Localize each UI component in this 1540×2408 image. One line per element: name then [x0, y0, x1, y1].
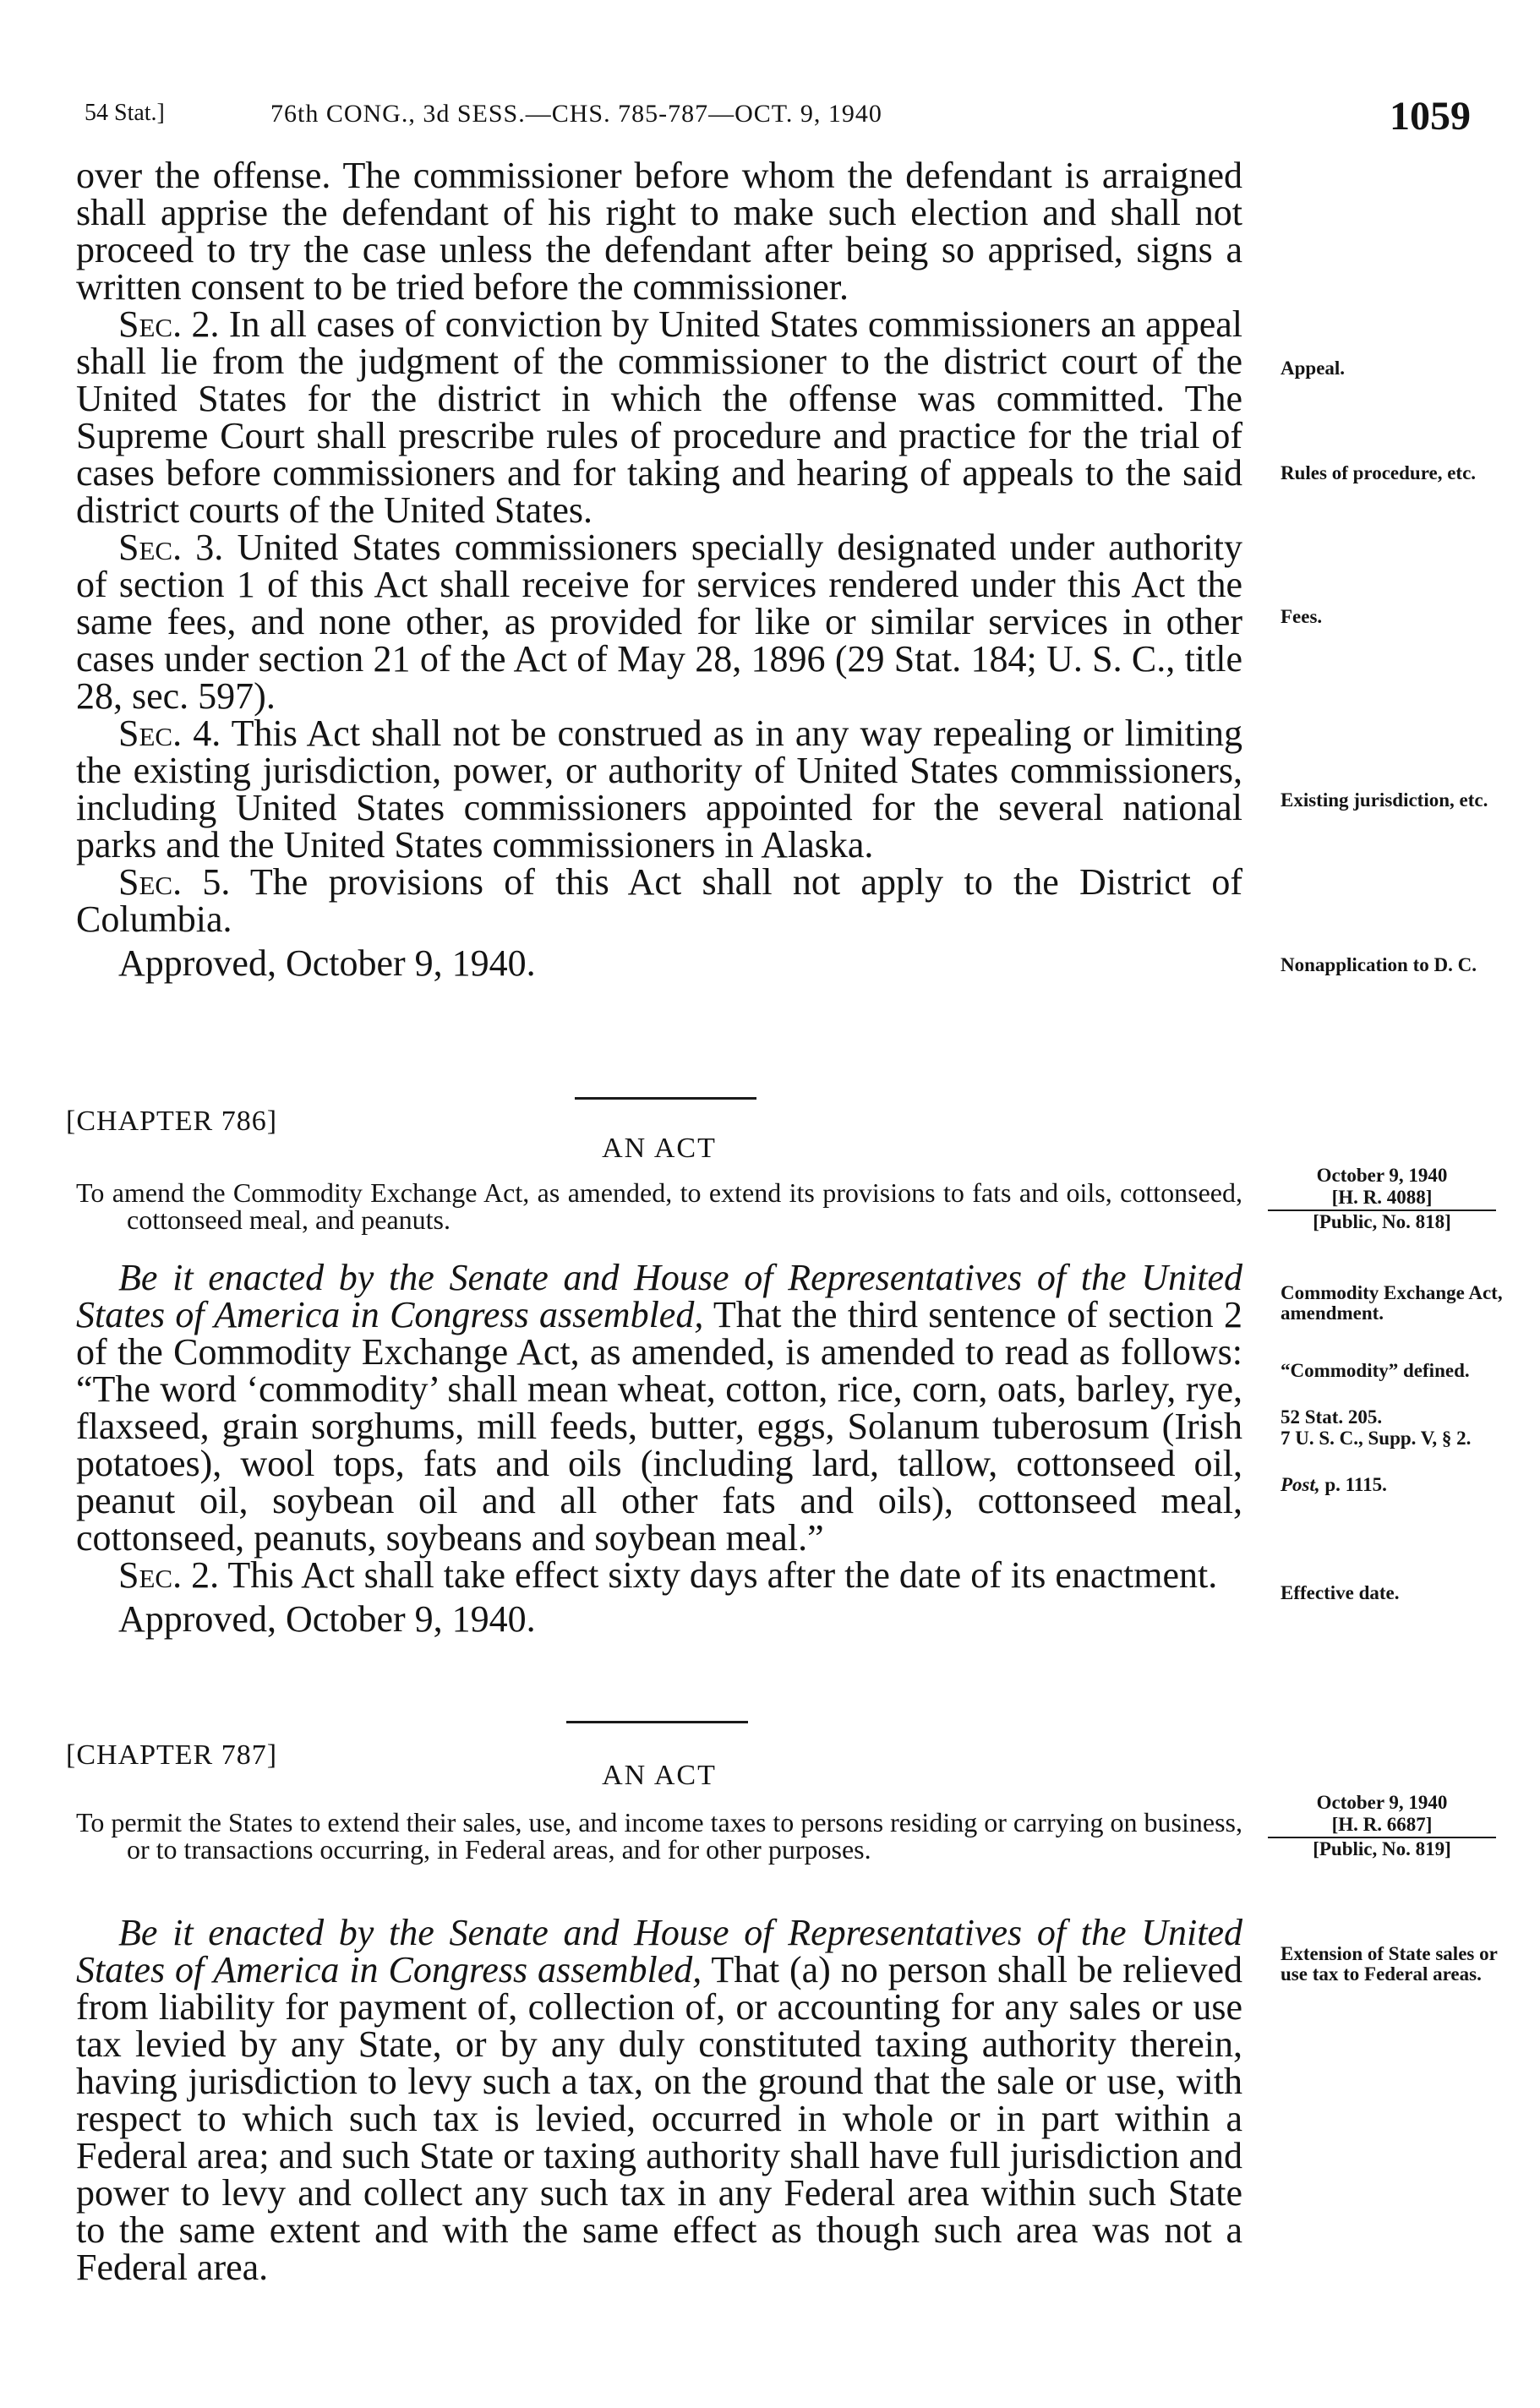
page-number: 1059	[1390, 94, 1471, 139]
margin-note-52-stat: 52 Stat. 205.	[1281, 1406, 1383, 1428]
section-3: Sec. 3. United States commissioners specially designated under authority of section 1 of this Act shall receive for services rendered under this Act the same fees, and none other, as provided for like or similar services in other cases under section 21 of the Act of May 28, 1896 (29 Stat. 184; U. S. C., title 28, sec. 597).	[76, 527, 1242, 717]
an-act-heading: AN ACT	[602, 1760, 717, 1791]
chapter-786-text	[76, 1259, 1242, 1638]
approved-line: Approved, October 9, 1940.	[118, 942, 536, 984]
margin-note-nonapplication: Nonapplication to D. C.	[1281, 954, 1477, 975]
section-4: Sec. 4. This Act shall not be construed as in any way repealing or limiting the existing jurisdiction, power, or authority of United States commissioners, including United States commissioners appointed for the several national parks and the United States commissioners in Alaska.	[76, 713, 1242, 865]
margin-note-usc: 7 U. S. C., Supp. V, § 2.	[1281, 1428, 1472, 1449]
margin-note-appeal: Appeal.	[1281, 358, 1346, 379]
margin-note-effective-date: Effective date.	[1281, 1582, 1400, 1603]
approved-line: Approved, October 9, 1940.	[118, 1598, 536, 1640]
section-2: Sec. 2. In all cases of conviction by United States commissioners an appeal shall lie from the judgment of the commissioner to the district court of the United States for the district in which the offense was committed. The Supreme Court shall prescribe rules of procedure and practice for the trial of cases before commissioners and for taking and hearing of appeals to the said district courts of the United States.	[76, 303, 1242, 531]
chapter-785-text	[76, 157, 1242, 982]
paragraph: over the offense. The commissioner before whom the defendant is arraigned shall apprise the defendant of his right to make such election and shall not proceed to try the case unless the defendant after being so apprised, signs a written consent to be tried before the commissioner.	[76, 155, 1242, 308]
margin-note-extension: Extension of State sales or use tax to Federal areas.	[1281, 1943, 1498, 1985]
enacting-clause: Be it enacted by the Senate and House of Representatives of the United States of America in Congress assembled, That (a) no person shall be relieved from liability for payment of, collection of, or accounting for any sales or use tax levied by any State, or by any duly constituted taxing authority therein, having jurisdiction to levy such a tax, on the ground that the sale or use, with respect to which such tax is levied, occurred in whole or in part within a Federal area; and such State or taxing authority shall have full jurisdiction and power to levy and collect any such tax in any Federal area within such State to the same extent and with the same effect as though such area was not a Federal area.	[76, 1912, 1242, 2288]
section-2: Sec. 2. This Act shall take effect sixty days after the date of its enactment.	[118, 1554, 1218, 1596]
section-rule	[566, 1721, 748, 1723]
chapter-786-label: [CHAPTER 786]	[66, 1106, 278, 1137]
enacting-clause: Be it enacted by the Senate and House of Representatives of the United States of America in Congress assembled, That the third sentence of section 2 of the Commodity Exchange Act, as amended, is amended to read as follows: “The word ‘commodity’ shall mean wheat, cotton, rice, corn, oats, barley, rye, flaxseed, grain sorghums, mill feeds, butter, eggs, Solanum tuberosum (Irish potatoes), wool tops, fats and oils (including lard, tallow, cottonseed oil, peanut oil, soybean oil and all other fats and oils), cottonseed meal, cottonseed, peanuts, soybeans and soybean meal.”	[76, 1257, 1242, 1559]
section-rule	[575, 1097, 756, 1100]
chapter-787-title: To permit the States to extend their sales, use, and income taxes to persons residing or carrying on business, or to transactions occurring, in Federal areas, and for other purposes.	[76, 1807, 1242, 1865]
margin-note-post: Post, p. 1115.	[1281, 1474, 1387, 1495]
chapter-786-bill-id: October 9, 1940 [H. R. 4088] [Public, No. 818]	[1268, 1165, 1496, 1233]
chapter-787-text	[76, 1914, 1242, 2286]
an-act-heading: AN ACT	[602, 1133, 717, 1164]
session-chapters: 76th CONG., 3d SESS.—CHS. 785-787—OCT. 9, 1940	[270, 100, 882, 128]
chapter-786-title: To amend the Commodity Exchange Act, as amended, to extend its provisions to fats and oils, cottonseed, cottonseed meal, and peanuts.	[76, 1177, 1242, 1235]
margin-note-existing: Existing jurisdiction, etc.	[1281, 789, 1488, 811]
running-header	[85, 94, 1471, 150]
section-5: Sec. 5. The provisions of this Act shall not apply to the District of Columbia.	[76, 861, 1242, 940]
margin-note-fees: Fees.	[1281, 606, 1323, 627]
chapter-787-label: [CHAPTER 787]	[66, 1739, 278, 1771]
margin-note-rules: Rules of procedure, etc.	[1281, 462, 1477, 483]
margin-note-commodity: Commodity Exchange Act, amendment.	[1281, 1282, 1503, 1324]
margin-note-commodity-defined: “Commodity” defined.	[1281, 1360, 1470, 1381]
statute-volume: 54 Stat.]	[85, 100, 165, 126]
chapter-787-bill-id: October 9, 1940 [H. R. 6687] [Public, No. 819]	[1268, 1792, 1496, 1860]
